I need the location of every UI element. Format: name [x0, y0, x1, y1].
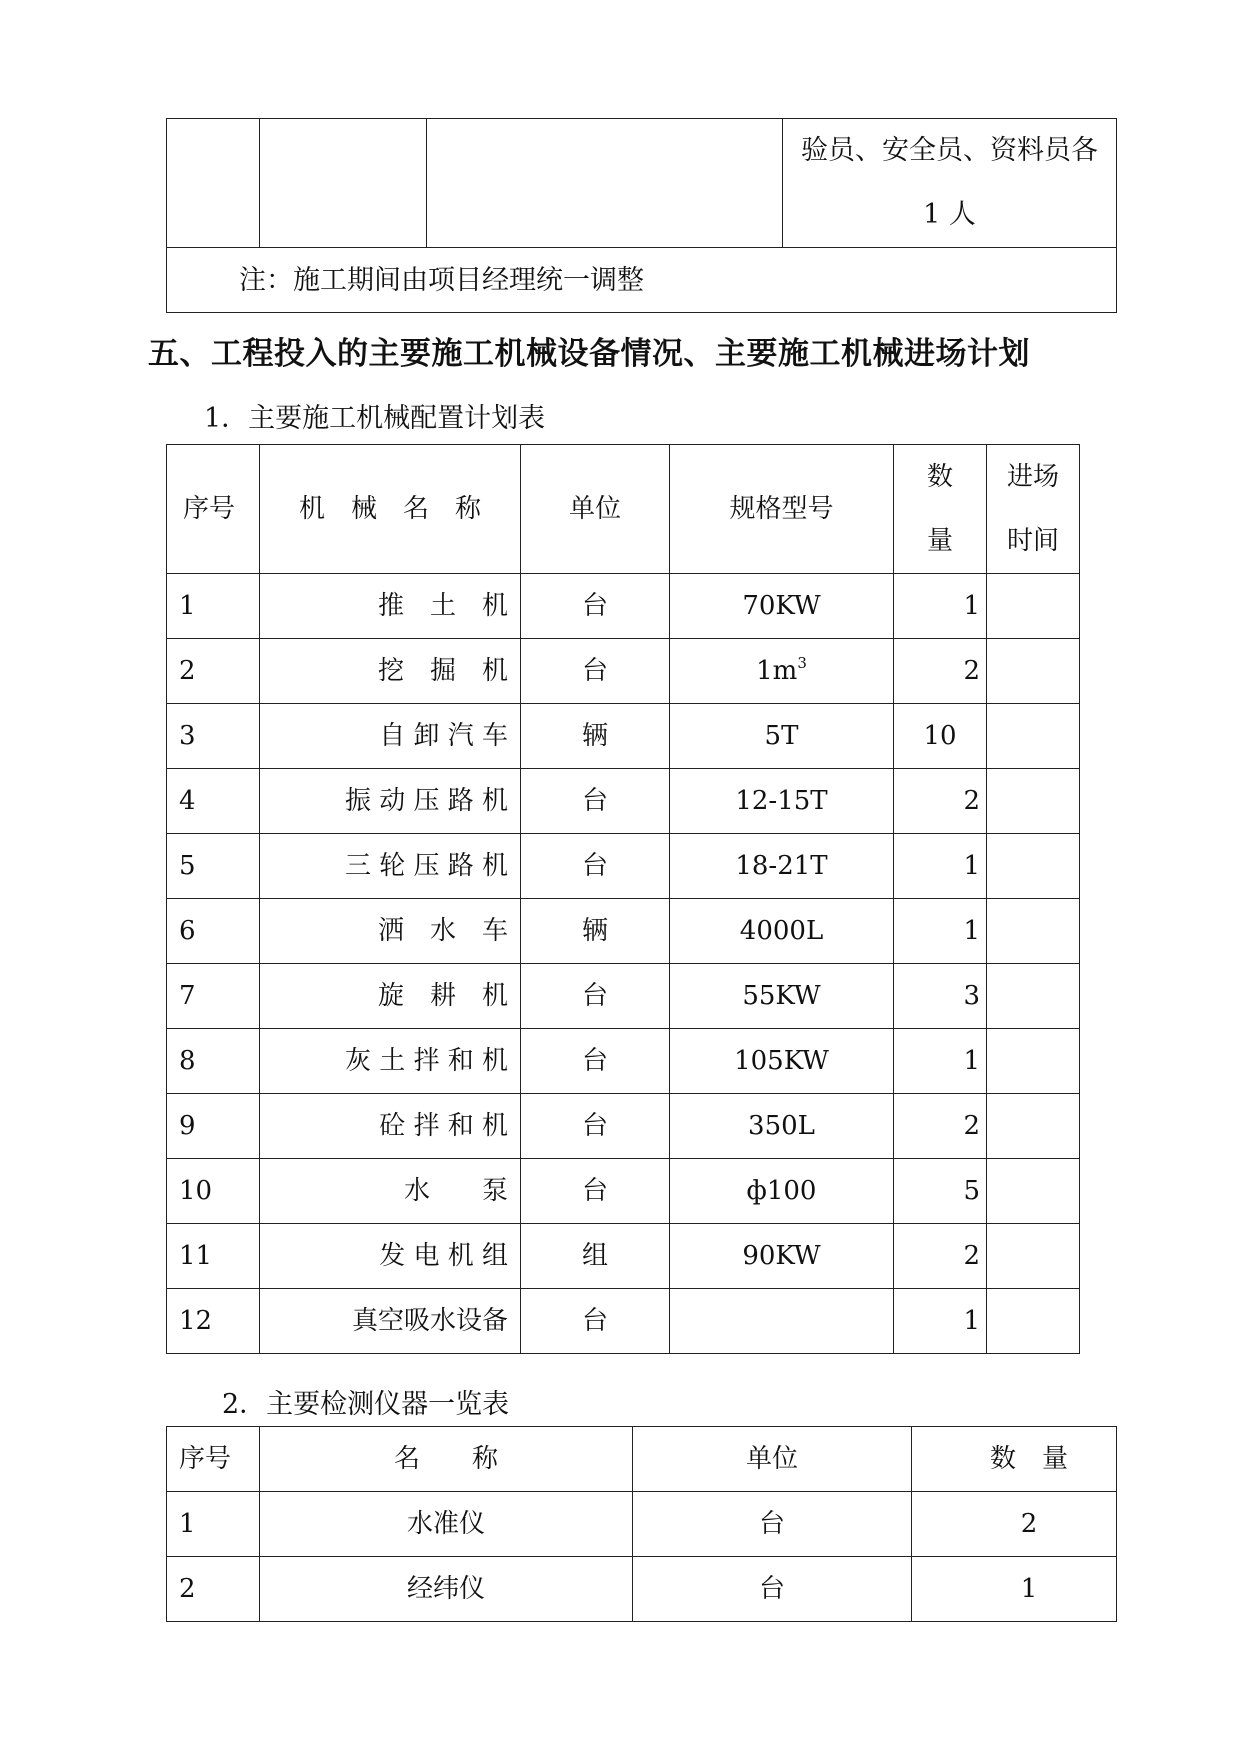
qty-cell: 1 — [894, 574, 987, 639]
table-row — [167, 1094, 1080, 1159]
staff-count-cell: 验员、安全员、资料员各 1 人 — [783, 119, 1117, 248]
entry-time-cell — [987, 1029, 1080, 1094]
instrument-table-subtitle: 2．主要检测仪器一览表 — [222, 1389, 510, 1420]
qty-cell: 3 — [894, 964, 987, 1029]
spec-text: 350L — [748, 1111, 815, 1141]
entry-time-cell — [987, 834, 1080, 899]
spec-text: 1m — [756, 656, 798, 686]
instrument-table — [166, 1426, 1117, 1622]
header-seq: 序号 — [167, 1427, 260, 1492]
table-header-row — [167, 1427, 1117, 1492]
seq-cell: 4 — [167, 769, 260, 834]
seq-cell: 1 — [167, 1492, 260, 1557]
entry-time-cell — [987, 964, 1080, 1029]
unit-cell: 台 — [521, 1029, 670, 1094]
qty-cell: 2 — [894, 1094, 987, 1159]
spec-cell — [670, 639, 894, 704]
table-row — [167, 1224, 1080, 1289]
machine-name-cell: 真空吸水设备 — [260, 1289, 521, 1354]
table-row — [167, 834, 1080, 899]
unit-cell: 组 — [521, 1224, 670, 1289]
header-time — [987, 445, 1080, 574]
spec-cell — [670, 1224, 894, 1289]
unit-cell: 辆 — [521, 899, 670, 964]
spec-cell — [670, 834, 894, 899]
table-row — [167, 964, 1080, 1029]
staffing-table-continuation — [166, 118, 1117, 313]
spec-cell — [670, 1159, 894, 1224]
equipment-table — [166, 444, 1080, 1354]
header-unit: 单位 — [521, 445, 670, 574]
table-row — [167, 899, 1080, 964]
table-row — [167, 1557, 1117, 1622]
spec-text: 4000L — [739, 916, 824, 946]
unit-cell: 台 — [521, 639, 670, 704]
qty-cell: 1 — [894, 1289, 987, 1354]
spec-text: 55KW — [742, 981, 821, 1011]
spec-cell — [670, 1029, 894, 1094]
machine-name-cell: 洒 水 车 — [260, 899, 521, 964]
machine-name-cell: 自 卸 汽 车 — [260, 704, 521, 769]
unit-cell: 台 — [521, 1289, 670, 1354]
entry-time-cell — [987, 769, 1080, 834]
spec-cell — [670, 769, 894, 834]
spec-text: 12-15T — [735, 786, 828, 816]
spec-text: 90KW — [742, 1241, 821, 1271]
qty-cell: 1 — [894, 834, 987, 899]
section-heading: 五、工程投入的主要施工机械设备情况、主要施工机械进场计划 — [148, 336, 1030, 372]
instrument-name-cell: 经纬仪 — [260, 1557, 633, 1622]
qty-cell: 1 — [894, 899, 987, 964]
qty-cell: 5 — [894, 1159, 987, 1224]
entry-time-cell — [987, 1289, 1080, 1354]
entry-time-cell — [987, 1224, 1080, 1289]
seq-cell: 2 — [167, 639, 260, 704]
unit-cell: 台 — [633, 1492, 912, 1557]
spec-cell — [670, 1094, 894, 1159]
entry-time-cell — [987, 574, 1080, 639]
unit-cell: 台 — [521, 1094, 670, 1159]
qty-cell: 10 — [894, 704, 987, 769]
table-header-row — [167, 445, 1080, 574]
seq-cell: 5 — [167, 834, 260, 899]
table-row — [167, 704, 1080, 769]
header-qty-line2: 量 — [926, 526, 953, 556]
spec-superscript: 3 — [797, 654, 807, 672]
entry-time-cell — [987, 1159, 1080, 1224]
machine-name-cell: 发 电 机 组 — [260, 1224, 521, 1289]
entry-time-cell — [987, 1094, 1080, 1159]
header-time-line1: 进场 — [1006, 462, 1059, 492]
table-row — [167, 119, 1117, 248]
table-note: 注：施工期间由项目经理统一调整 — [167, 248, 1117, 313]
spec-text: 18-21T — [735, 851, 828, 881]
table-cell — [167, 119, 260, 248]
header-seq: 序号 — [167, 445, 260, 574]
seq-cell: 8 — [167, 1029, 260, 1094]
machine-name-cell: 三 轮 压 路 机 — [260, 834, 521, 899]
table-row — [167, 1492, 1117, 1557]
header-qty: 数 量 — [912, 1427, 1117, 1492]
qty-cell: 1 — [894, 1029, 987, 1094]
spec-text: ф100 — [746, 1176, 817, 1206]
table-row — [167, 639, 1080, 704]
machine-name-cell: 水 泵 — [260, 1159, 521, 1224]
entry-time-cell — [987, 899, 1080, 964]
machine-name-cell: 振 动 压 路 机 — [260, 769, 521, 834]
seq-cell: 9 — [167, 1094, 260, 1159]
entry-time-cell — [987, 704, 1080, 769]
spec-cell — [670, 574, 894, 639]
equipment-table-subtitle: 1．主要施工机械配置计划表 — [204, 403, 546, 434]
qty-cell: 2 — [894, 1224, 987, 1289]
seq-cell: 11 — [167, 1224, 260, 1289]
seq-cell: 2 — [167, 1557, 260, 1622]
unit-cell: 辆 — [521, 704, 670, 769]
header-time-line2: 时间 — [1006, 526, 1059, 556]
spec-cell — [670, 899, 894, 964]
table-row — [167, 1289, 1080, 1354]
instrument-name-cell: 水准仪 — [260, 1492, 633, 1557]
unit-cell: 台 — [521, 1159, 670, 1224]
table-cell — [260, 119, 427, 248]
spec-text: 70KW — [742, 591, 821, 621]
seq-cell: 6 — [167, 899, 260, 964]
entry-time-cell — [987, 639, 1080, 704]
machine-name-cell: 灰 土 拌 和 机 — [260, 1029, 521, 1094]
header-unit: 单位 — [633, 1427, 912, 1492]
spec-cell — [670, 1289, 894, 1354]
spec-cell — [670, 964, 894, 1029]
header-name: 机 械 名 称 — [260, 445, 521, 574]
table-cell — [427, 119, 783, 248]
header-name: 名 称 — [260, 1427, 633, 1492]
table-row — [167, 769, 1080, 834]
header-spec: 规格型号 — [670, 445, 894, 574]
qty-cell: 2 — [912, 1492, 1117, 1557]
qty-cell: 2 — [894, 769, 987, 834]
table-row — [167, 574, 1080, 639]
machine-name-cell: 旋 耕 机 — [260, 964, 521, 1029]
machine-name-cell: 挖 掘 机 — [260, 639, 521, 704]
seq-cell: 3 — [167, 704, 260, 769]
machine-name-cell: 推 土 机 — [260, 574, 521, 639]
spec-text: 105KW — [734, 1046, 829, 1076]
unit-cell: 台 — [521, 964, 670, 1029]
spec-text: 5T — [764, 721, 799, 751]
table-row — [167, 248, 1117, 313]
header-qty-line1: 数 — [926, 462, 953, 492]
seq-cell: 1 — [167, 574, 260, 639]
qty-cell: 1 — [912, 1557, 1117, 1622]
table-row — [167, 1029, 1080, 1094]
unit-cell: 台 — [521, 574, 670, 639]
unit-cell: 台 — [521, 769, 670, 834]
seq-cell: 7 — [167, 964, 260, 1029]
table-row — [167, 1159, 1080, 1224]
machine-name-cell: 砼 拌 和 机 — [260, 1094, 521, 1159]
qty-cell: 2 — [894, 639, 987, 704]
seq-cell: 12 — [167, 1289, 260, 1354]
spec-cell — [670, 704, 894, 769]
header-qty — [894, 445, 987, 574]
unit-cell: 台 — [521, 834, 670, 899]
unit-cell: 台 — [633, 1557, 912, 1622]
seq-cell: 10 — [167, 1159, 260, 1224]
